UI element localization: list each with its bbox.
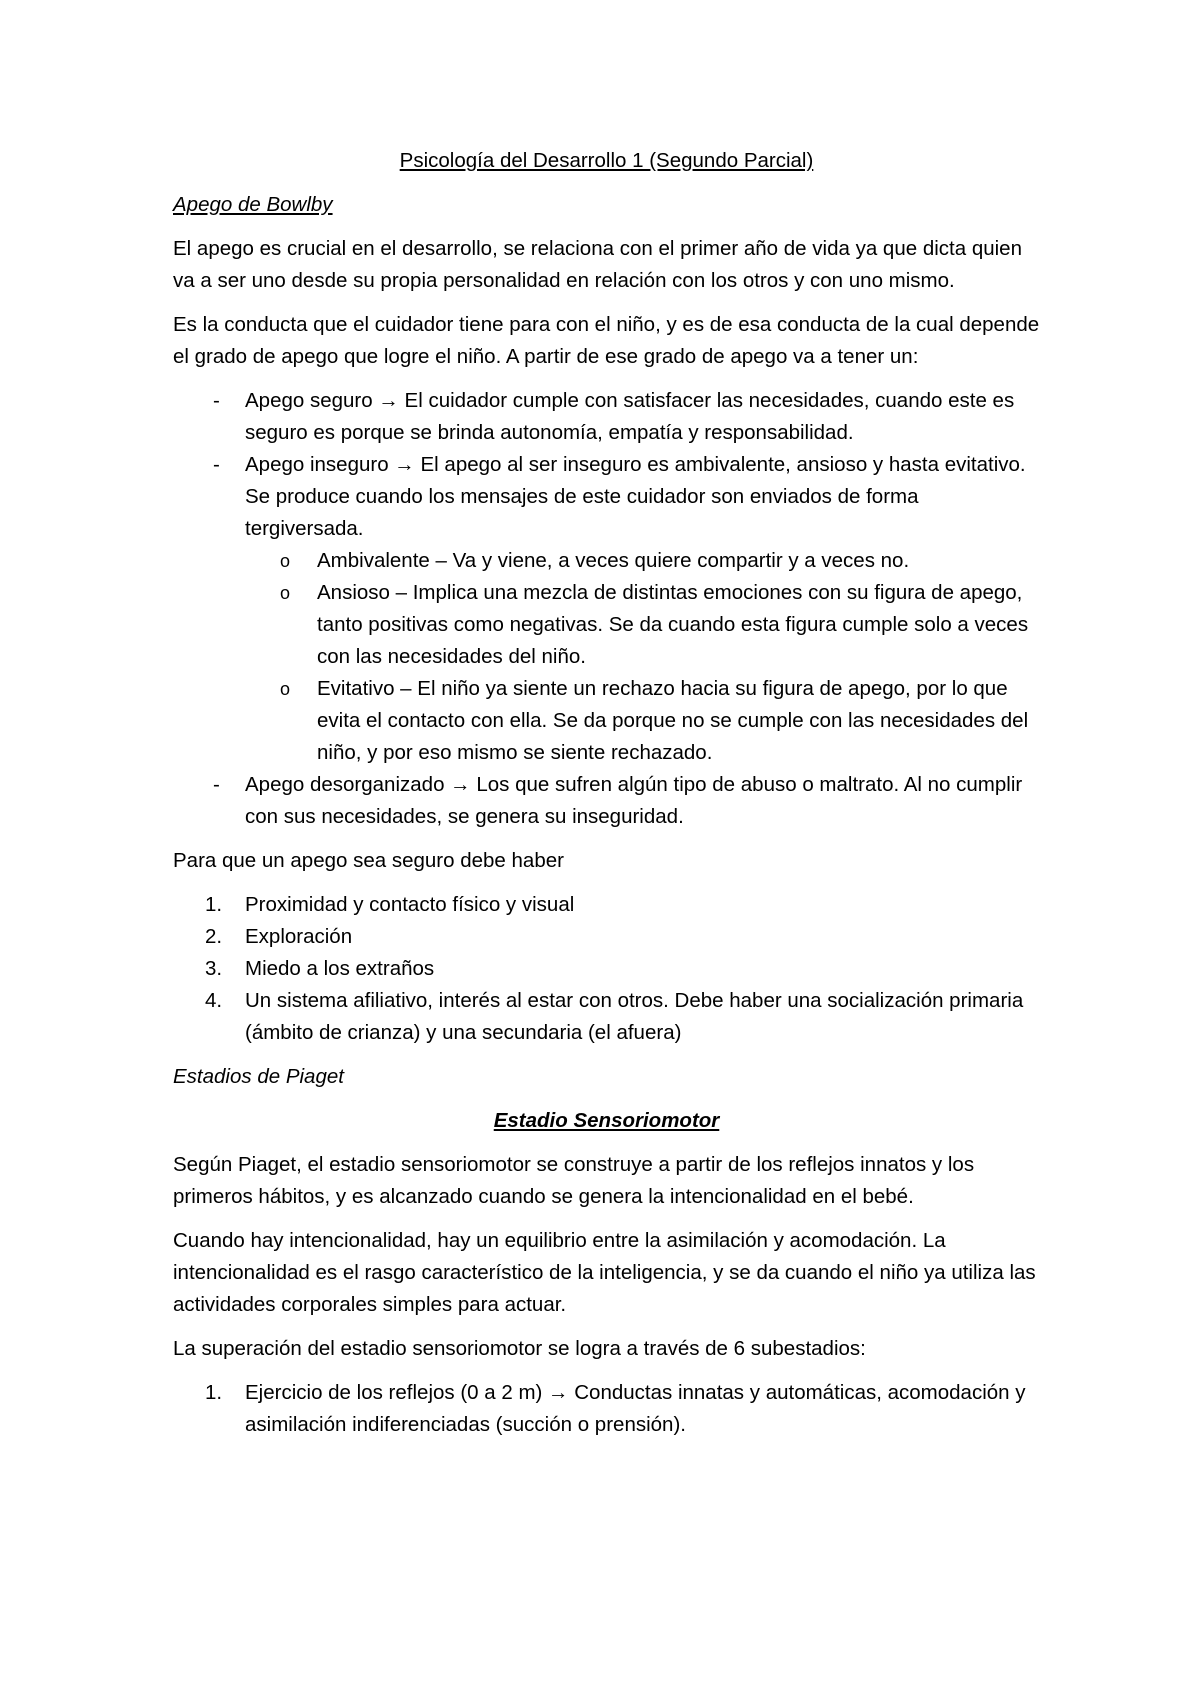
number-marker: 4. (205, 989, 223, 1012)
list-item-apego-desorganizado (173, 769, 1040, 833)
dash-bullet: - (213, 389, 220, 412)
paragraph: El apego es crucial en el desarrollo, se relaciona con el primer año de vida ya que dicta quien va a ser uno desde su propia personalidad en relación con los otros y con uno mismo. (173, 237, 1022, 292)
section-heading-piaget: Estadios de Piaget (173, 1065, 344, 1088)
number-marker: 1. (205, 1381, 223, 1404)
list-item-ambivalente (245, 545, 1040, 577)
list-item-text: Exploración (245, 925, 353, 948)
paragraph: Cuando hay intencionalidad, hay un equilibrio entre la asimilación y acomodación. La intencionalidad es el rasgo característico de la inteligencia, y se da cuando el niño ya utiliza las actividades corporales simples para actuar. (173, 1229, 1036, 1316)
section-heading-bowlby: Apego de Bowlby (173, 193, 333, 216)
attachment-types-list (173, 385, 1040, 833)
list-item-text: Evitativo – El niño ya siente un rechazo hacia su figura de apego, por lo que evita el contacto con ella. Se da porque no se cumple con las necesidades del niño, y por eso mismo se siente rechazado. (317, 677, 1029, 764)
number-marker: 1. (205, 893, 223, 916)
list-item-apego-inseguro (173, 449, 1040, 769)
dash-bullet: - (213, 453, 220, 476)
list-item (173, 1377, 1040, 1441)
paragraph: La superación del estadio sensoriomotor se logra a través de 6 subestadios: (173, 1337, 866, 1360)
paragraph: Según Piaget, el estadio sensoriomotor se construye a partir de los reflejos innatos y los primeros hábitos, y es alcanzado cuando se genera la intencionalidad en el bebé. (173, 1153, 975, 1208)
document-title: Psicología del Desarrollo 1 (Segundo Parcial) (399, 149, 814, 172)
circle-bullet: o (280, 583, 291, 603)
list-item-text: Un sistema afiliativo, interés al estar con otros. Debe haber una socialización primaria (ámbito de crianza) y una secundaria (el afuera) (245, 989, 1024, 1044)
list-item-ansioso (245, 577, 1040, 673)
list-item-text: Ejercicio de los reflejos (0 a 2 m) → Conductas innatas y automáticas, acomodación y asimilación indiferenciadas (succión o prensión). (245, 1381, 1026, 1436)
list-item-evitativo (245, 673, 1040, 769)
list-item (173, 985, 1040, 1049)
list-item-apego-seguro (173, 385, 1040, 449)
subheading-sensoriomotor: Estadio Sensoriomotor (493, 1109, 720, 1132)
list-item (173, 889, 1040, 921)
list-item-text: Apego desorganizado → Los que sufren algún tipo de abuso o maltrato. Al no cumplir con sus necesidades, se genera su inseguridad. (245, 773, 1023, 828)
list-item-text: Apego inseguro → El apego al ser inseguro es ambivalente, ansioso y hasta evitativo. Se produce cuando los mensajes de este cuidador son enviados de forma tergiversada. (245, 453, 1026, 540)
insecure-subtypes-list (245, 545, 1040, 769)
paragraph: Es la conducta que el cuidador tiene para con el niño, y es de esa conducta de la cual depende el grado de apego que logre el niño. A partir de ese grado de apego va a tener un: (173, 313, 1040, 368)
list-item-text: Apego seguro → El cuidador cumple con satisfacer las necesidades, cuando este es seguro es porque se brinda autonomía, empatía y responsabilidad. (245, 389, 1015, 444)
dash-bullet: - (213, 773, 220, 796)
secure-requirements-list (173, 889, 1040, 1049)
list-item-text: Ansioso – Implica una mezcla de distintas emociones con su figura de apego, tanto positivas como negativas. Se da cuando esta figura cumple solo a veces con las necesidades del niño. (317, 581, 1029, 668)
list-item-text: Ambivalente – Va y viene, a veces quiere compartir y a veces no. (317, 549, 910, 572)
number-marker: 2. (205, 925, 223, 948)
circle-bullet: o (280, 551, 291, 571)
paragraph: Para que un apego sea seguro debe haber (173, 849, 564, 872)
list-item (173, 921, 1040, 953)
substages-list (173, 1377, 1040, 1441)
list-item (173, 953, 1040, 985)
list-item-text: Miedo a los extraños (245, 957, 435, 980)
number-marker: 3. (205, 957, 223, 980)
circle-bullet: o (280, 679, 291, 699)
list-item-text: Proximidad y contacto físico y visual (245, 893, 575, 916)
